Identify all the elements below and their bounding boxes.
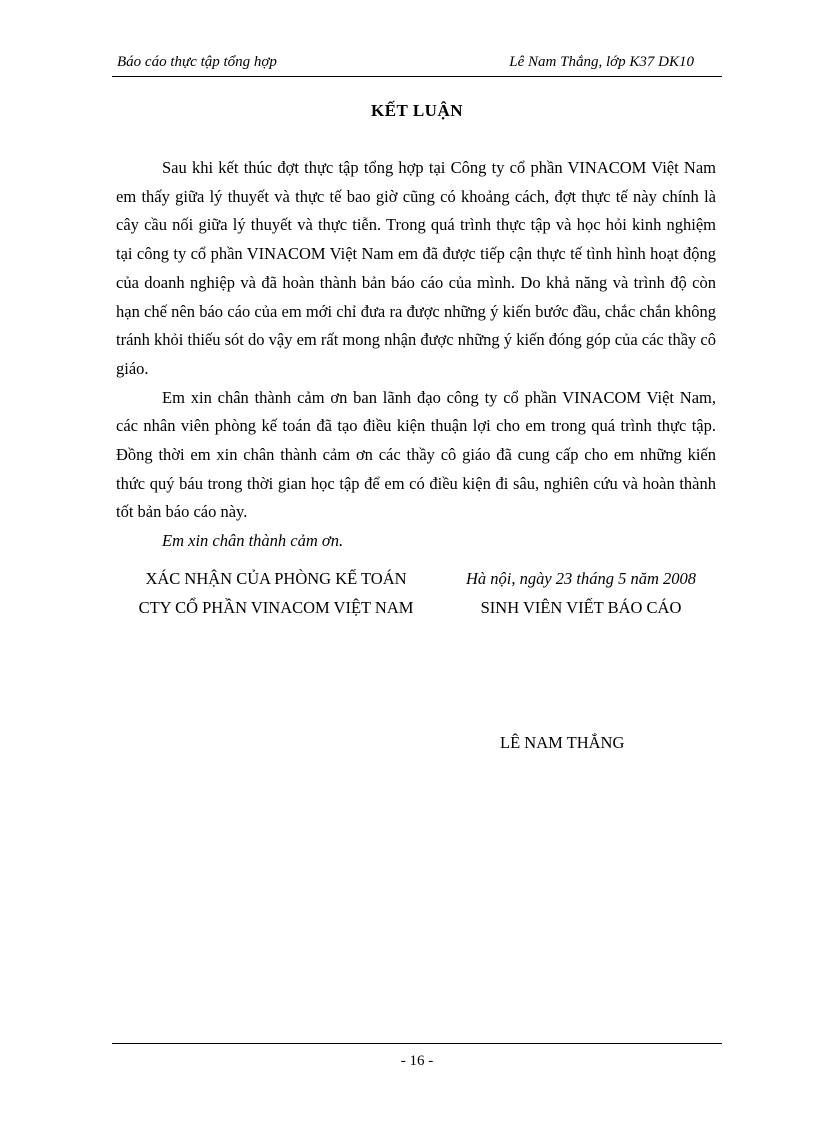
signature-role: SINH VIÊN VIẾT BÁO CÁO [480, 598, 682, 617]
signature-block-accounting [116, 564, 436, 622]
footer-divider [112, 1043, 722, 1044]
header-report-title: Báo cáo thực tập tổng hợp [117, 54, 277, 70]
signer-name: LÊ NAM THẮNG [500, 733, 625, 752]
signature-date: Hà nội, ngày 23 tháng 5 năm 2008 [465, 569, 697, 588]
header-divider [112, 76, 722, 77]
conclusion-body [116, 154, 716, 556]
paragraph-2: Em xin chân thành cảm ơn ban lãnh đạo công ty cổ phần VINACOM Việt Nam, các nhân viên phòng kế toán đã tạo điều kiện thuận lợi cho em trong quá trình thực tập. Đồng thời em xin chân thành cảm ơn các thầy cô giáo đã cung cấp cho em những kiến thức quý báu trong thời gian học tập để em có điều kiện đi sâu, nghiên cứu và hoàn thành tốt bản báo cáo này. [116, 387, 716, 522]
header-author: Lê Nam Thắng, lớp K37 DK10 [509, 54, 694, 70]
thanks-line: Em xin chân thành cảm ơn. [162, 531, 344, 551]
page-number: - 16 - [400, 1053, 434, 1069]
signature-left-line1: XÁC NHẬN CỦA PHÒNG KẾ TOÁN [145, 569, 407, 588]
page-header [112, 52, 722, 76]
paragraph-1: Sau khi kết thúc đợt thực tập tổng hợp tại Công ty cổ phần VINACOM Việt Nam em thấy giữa lý thuyết và thực tế bao giờ cũng có khoảng cách, đợt thực tế này chính là cây cầu nối giữa lý thuyết và thực tiễn. Trong quá trình thực tập và học hỏi kinh nghiệm tại công ty cổ phần VINACOM Việt Nam em đã được tiếp cận thực tế tình hình hoạt động của doanh nghiệp và đã hoàn thành bản báo cáo của mình. Do khả năng và trình độ còn hạn chế nên báo cáo của em mới chỉ đưa ra được những ý kiến bước đầu, chắc chắn không tránh khỏi thiếu sót do vậy em rất mong nhận được những ý kiến đóng góp của các thầy cô giáo. [116, 158, 716, 378]
signature-left-line2: CTY CỔ PHẦN VINACOM VIỆT NAM [138, 598, 414, 617]
page-title: KẾT LUẬN [370, 101, 463, 120]
signature-block-student [446, 564, 716, 622]
